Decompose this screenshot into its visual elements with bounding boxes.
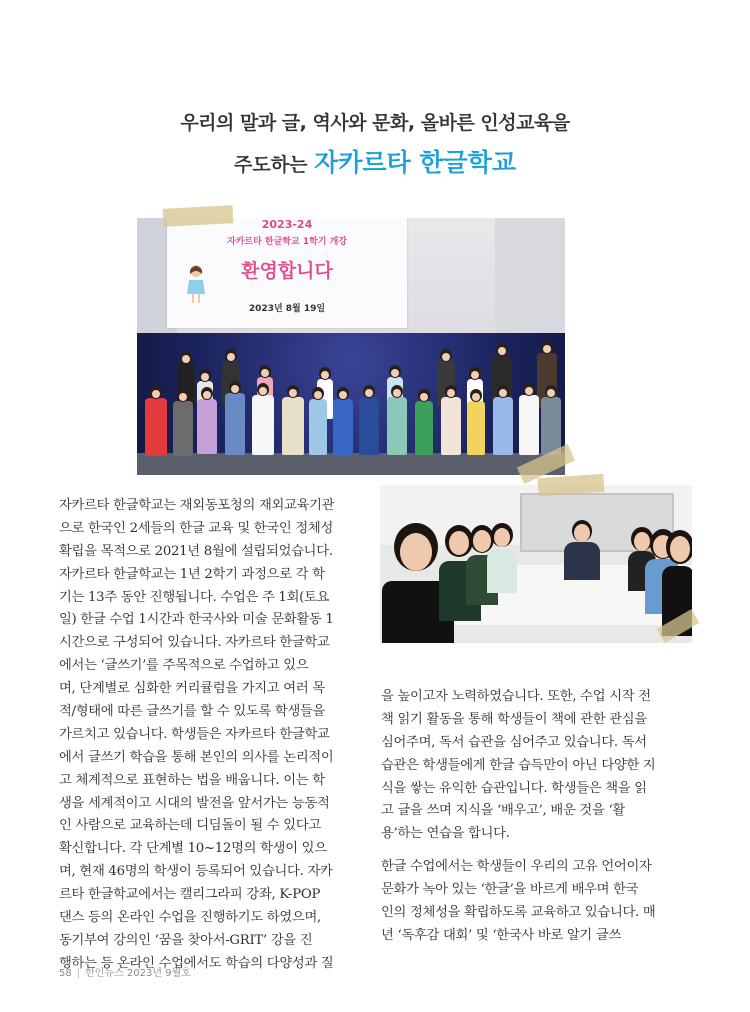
child <box>173 401 193 456</box>
text-line: 자카르타 한글학교는 재외동포청의 재외교육기관 <box>59 498 335 513</box>
text-line: 한글 수업에서는 학생들이 우리의 고유 언어이자 <box>381 859 652 874</box>
text-line: 고 글을 쓰며 지식을 ‘배우고’, 배운 것을 ‘활 <box>381 803 625 819</box>
tape-decoration <box>163 205 234 227</box>
stage-floor <box>137 453 565 475</box>
headline-accent: 자카르타 한글학교 <box>314 148 516 177</box>
child <box>333 399 353 455</box>
child <box>493 397 513 455</box>
wall-right <box>495 218 565 338</box>
text-line: 며, 단계별로 심화한 커리큘럼을 가지고 여러 목 <box>59 681 325 697</box>
child <box>197 399 217 454</box>
text-line: 인 사람으로 교육하는데 디딤돌이 될 수 있다고 <box>59 818 321 834</box>
text-line: 식을 쌓는 유익한 습관입니다. 학생들은 책을 읽 <box>381 780 647 796</box>
text-line: 확립을 목적으로 2021년 8월에 설립되었습니다. <box>59 543 333 559</box>
child <box>359 397 379 455</box>
text-line: 책 읽기 활동을 통해 학생들이 책에 관한 관심을 <box>381 711 647 727</box>
text-line: 적/형태에 따른 글쓰기를 할 수 있도록 학생들을 <box>59 704 326 720</box>
child <box>519 395 539 455</box>
banner-welcome: 환영합니다 <box>241 260 333 282</box>
text-line: 자카르타 한글학교는 1년 2학기 과정으로 각 학 <box>59 566 325 582</box>
text-line: 행하는 등 온라인 수업에서도 학습의 다양성과 질 <box>59 955 334 971</box>
welcome-banner <box>167 218 407 328</box>
text-line: 고 체계적으로 표현하는 법을 배웁니다. 이는 학 <box>59 772 325 788</box>
banner-subtitle: 자카르타 한글학교 1학기 개강 <box>227 237 347 247</box>
child <box>415 401 433 455</box>
stage-with-students <box>137 333 565 475</box>
text-line: 으로 한국인 2세들의 한글 교육 및 한국인 정체성 <box>59 520 333 536</box>
text-line: 동기부여 강의인 ‘꿈을 찾아서-GRIT’ 강을 진 <box>59 932 313 948</box>
text-line: 며, 현재 46명의 학생이 등록되어 있습니다. 자카 <box>59 864 333 880</box>
child <box>387 397 407 455</box>
banner-date: 2023년 8월 19일 <box>248 304 326 314</box>
text-line: 심어주며, 독서 습관을 심어주고 있습니다. 독서 <box>381 734 647 750</box>
banner-year: 2023-24 <box>261 218 313 231</box>
page-number: 58 <box>59 968 72 979</box>
text-line: 을 높이고자 노력하였습니다. 또한, 수업 시작 전 <box>381 689 651 704</box>
child <box>441 397 461 455</box>
child <box>541 397 561 455</box>
child <box>145 398 167 456</box>
text-line: 에서 글쓰기 학습을 통해 본인의 의사를 논리적이 <box>59 749 334 765</box>
text-line: 에서는 ‘글쓰기’를 주목적으로 수업하고 있으 <box>59 658 309 674</box>
text-line: 년 ‘독후감 대회’ 및 ‘한국사 바로 알기 글쓰 <box>381 927 621 943</box>
text-line: 용’하는 연습을 합니다. <box>381 826 510 842</box>
child <box>467 401 485 455</box>
article-left-column <box>59 495 359 976</box>
girl-illustration <box>185 264 207 304</box>
text-line: 가르치고 있습니다. 학생들은 자카르타 한글학교 <box>59 726 330 742</box>
text-line: 일) 한글 수업 1시간과 한국사와 미술 문화활동 1 <box>59 612 334 628</box>
text-line: 확신합니다. 각 단계별 10~12명의 학생이 있으 <box>59 841 327 857</box>
headline-prefix: 주도하는 <box>234 154 315 176</box>
child <box>225 393 245 455</box>
text-line: 기는 13주 동안 진행됩니다. 수업은 주 1회(토요 <box>59 589 330 605</box>
article-right-column-bottom <box>381 856 691 948</box>
text-line: 르타 한글학교에서는 캘리그라피 강좌, K-POP <box>59 887 321 903</box>
text-line: 인의 정체성을 확립하도록 교육하고 있습니다. 매 <box>381 904 656 920</box>
text-line: 댄스 등의 온라인 수업을 진행하기도 하였으며, <box>59 910 321 926</box>
group-photo <box>137 218 565 475</box>
headline-line-2 <box>0 143 750 179</box>
text-line: 시간으로 구성되어 있습니다. 자카르타 한글학교 <box>59 635 330 651</box>
page-footer: 58 | 한인뉴스 2023년 9월호 <box>59 968 191 979</box>
principal <box>562 520 602 580</box>
child <box>282 397 304 455</box>
text-line: 습관은 학생들에게 한글 습득만이 아닌 다양한 지 <box>381 757 656 773</box>
child <box>252 395 274 455</box>
meeting-photo <box>380 485 692 643</box>
article-right-column-top <box>381 686 691 846</box>
teacher <box>484 523 520 603</box>
headline-line-1: 우리의 말과 글, 역사와 문화, 올바른 인성교육을 <box>180 112 570 134</box>
text-line: 문화가 녹아 있는 ‘한글’을 바르게 배우며 한국 <box>381 881 639 897</box>
publication-name: 한인뉴스 2023년 9월호 <box>85 968 191 979</box>
child <box>309 399 327 455</box>
text-line: 생을 세계적이고 시대의 발전을 앞서가는 능동적 <box>59 795 330 811</box>
